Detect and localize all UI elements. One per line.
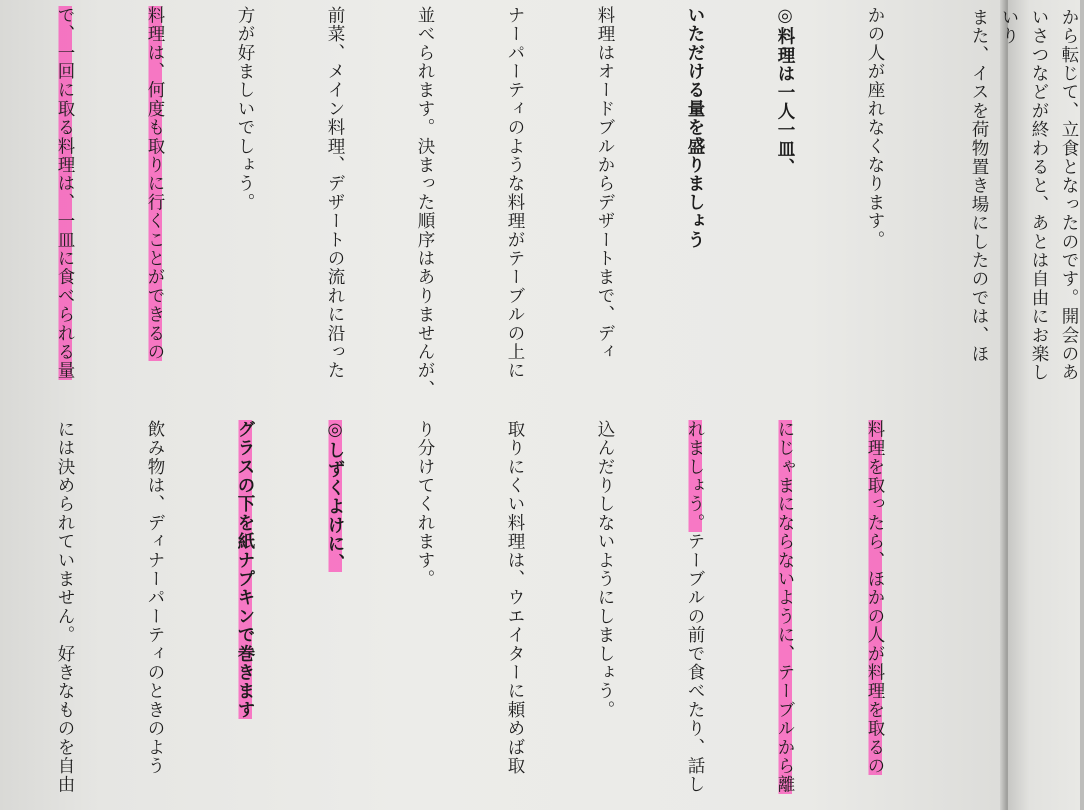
- text-run: いさつなどが終わると、あとは自由にお楽し: [1029, 8, 1049, 382]
- section-heading: [230, 420, 260, 804]
- text-line: 料理はオードブルからデザートまで、ディ: [595, 6, 615, 362]
- text-line: かの人が座れなくなります。: [865, 6, 885, 250]
- text-run: また、イスを荷物置き場にしたのでは、ほ: [969, 8, 989, 364]
- text-line: 取りにくい料理は、ウエイターに頼めば取: [505, 420, 525, 776]
- highlighted-text: で、一回に取る料理は、一皿に食べられる量: [55, 6, 75, 380]
- section-heading: [320, 420, 350, 804]
- highlighted-text: グラスの下を紙ナプキンで巻きます: [235, 420, 255, 720]
- text-line: [964, 8, 994, 382]
- text-line: [860, 420, 890, 804]
- text-line: 並べられます。決まった順序はありませんが、: [415, 6, 435, 399]
- section-heading: ◎料理は一人一皿、: [775, 6, 795, 177]
- highlighted-text: 料理は、何度も取りに行くことができるの: [145, 6, 165, 362]
- text-line: [1054, 8, 1084, 382]
- text-run: から転じて、立食となったのです。開会のあ: [1059, 8, 1079, 382]
- text-run: いり: [999, 8, 1019, 46]
- text-line: [1024, 8, 1054, 382]
- text-line: [994, 8, 1024, 382]
- text-line: れましょう。テーブルの前で食べたり、話し: [685, 420, 705, 795]
- lower-text-block: [0, 420, 950, 804]
- text-line: 前菜、メイン料理、デザートの流れに沿った: [325, 6, 345, 380]
- text-line: 方が好ましいでしょう。: [235, 6, 255, 212]
- right-page-text-column: [964, 8, 1084, 382]
- section-heading: いただける量を盛りましょう: [685, 6, 705, 250]
- right-page: [969, 0, 1080, 810]
- text-line: 飲み物は、ディナーパーティのときのよう: [145, 420, 165, 776]
- text-line: [140, 6, 170, 400]
- highlighted-text: にじゃまにならないように、テーブルから離: [775, 420, 795, 794]
- text-line: には決められていません。好きなものを自由: [55, 420, 75, 794]
- text-line: り分けてくれます。: [415, 420, 435, 589]
- text-line: [770, 420, 800, 804]
- text-line: ナーパーティのような料理がテーブルの上に: [505, 6, 525, 380]
- highlighted-text: ◎しずくよけに、: [325, 420, 345, 573]
- text-line: [50, 6, 80, 400]
- upper-text-block: [0, 6, 950, 400]
- highlighted-text: れましょう。: [685, 420, 705, 533]
- highlighted-text: 料理を取ったら、ほかの人が料理を取るの: [865, 420, 885, 776]
- text-line: 込んだりしないようにしましょう。: [595, 420, 615, 720]
